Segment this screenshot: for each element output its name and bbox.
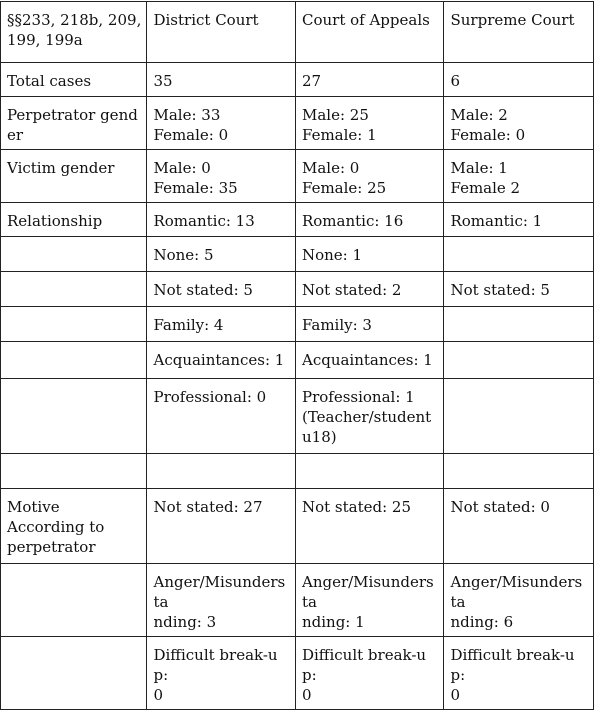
table-row-motive [1,489,594,564]
table-row-perpetrator-gender [1,97,594,150]
table-row-relationship [1,203,594,237]
table-cell [444,379,594,454]
table-cell: Male: 0 Female: 25 [295,150,444,203]
table-cell: Professional: 1 (Teacher/student u18) [295,379,444,454]
table-cell: Male: 1 Female 2 [444,150,594,203]
table-cell: Difficult break-up: 0 [147,637,296,710]
header-cell-district-court: District Court [147,2,296,63]
row-label: Total cases [1,63,147,97]
table-cell [295,454,444,489]
table-row-empty [1,454,594,489]
table-row-relationship-professional [1,379,594,454]
table-cell: Male: 25 Female: 1 [295,97,444,150]
row-label [1,637,147,710]
table-cell: Anger/Misundersta nding: 6 [444,564,594,637]
table-row-motive-anger [1,564,594,637]
table-cell: Male: 33 Female: 0 [147,97,296,150]
table-cell: Family: 4 [147,307,296,342]
row-label: Relationship [1,203,147,237]
header-cell-statutes: §§233, 218b, 209, 199, 199a [1,2,147,63]
row-label [1,564,147,637]
table-row-total-cases [1,63,594,97]
table-cell: Romantic: 13 [147,203,296,237]
table-cell [444,454,594,489]
header-cell-court-of-appeals: Court of Appeals [295,2,444,63]
row-label [1,272,147,307]
row-label: Victim gender [1,150,147,203]
table-cell: Family: 3 [295,307,444,342]
row-label [1,454,147,489]
table-cell: Not stated: 0 [444,489,594,564]
table-cell: None: 1 [295,237,444,272]
table-row-relationship-none [1,237,594,272]
table-cell: Not stated: 2 [295,272,444,307]
header-cell-supreme-court: Surpreme Court [444,2,594,63]
row-label [1,379,147,454]
table-cell [444,237,594,272]
table-row-motive-break-up [1,637,594,710]
row-label [1,342,147,379]
table-cell: Male: 0 Female: 35 [147,150,296,203]
row-label [1,307,147,342]
row-label: Perpetrator gender [1,97,147,150]
table-cell [444,342,594,379]
table-cell: Anger/Misundersta nding: 3 [147,564,296,637]
table-cell: Difficult break-up: 0 [444,637,594,710]
case-statistics-table [0,1,594,710]
table-cell: Acquaintances: 1 [295,342,444,379]
table-row-relationship-not-stated [1,272,594,307]
table-row-relationship-family [1,307,594,342]
row-label: Motive According to perpetrator [1,489,147,564]
table-cell: Not stated: 25 [295,489,444,564]
header-row [1,2,594,63]
table-cell: Acquaintances: 1 [147,342,296,379]
table-cell [147,454,296,489]
table-cell: Difficult break-up: 0 [295,637,444,710]
table-cell [444,307,594,342]
row-label [1,237,147,272]
table-cell: None: 5 [147,237,296,272]
table-cell: 27 [295,63,444,97]
table-row-relationship-acquaintances [1,342,594,379]
table-row-victim-gender [1,150,594,203]
table-cell: 6 [444,63,594,97]
table-cell: Romantic: 1 [444,203,594,237]
table-cell: Not stated: 27 [147,489,296,564]
table-cell: Not stated: 5 [147,272,296,307]
table-cell: Anger/Misundersta nding: 1 [295,564,444,637]
table-cell: 35 [147,63,296,97]
table-cell: Romantic: 16 [295,203,444,237]
table-cell: Professional: 0 [147,379,296,454]
table-cell: Not stated: 5 [444,272,594,307]
table-cell: Male: 2 Female: 0 [444,97,594,150]
